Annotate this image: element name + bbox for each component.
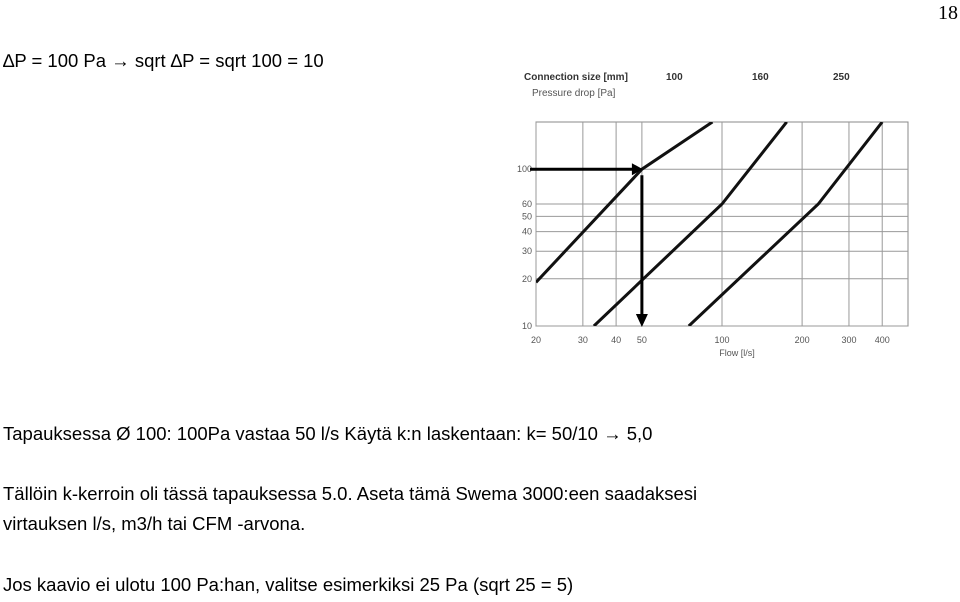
x-tick-label-300: 300 [841, 335, 857, 345]
x-tick-label-400: 400 [874, 335, 890, 345]
x-tick-label-200: 200 [794, 335, 810, 345]
x-tick-label-50: 50 [636, 335, 647, 345]
case-line: Tapauksessa Ø 100: 100Pa vastaa 50 l/s Käytä k:n laskentaan: k= 50/10 → 5,0 [3, 423, 653, 444]
y-tick-label-100: 100 [516, 164, 532, 175]
series-label-160: 160 [752, 72, 769, 83]
series-label-100: 100 [666, 72, 683, 83]
page-number: 18 [938, 2, 958, 24]
x-axis-label: Flow [l/s] [719, 348, 755, 358]
x-tick-label-20: 20 [530, 335, 542, 345]
pressure-flow-chart [496, 58, 928, 390]
chart-svg [496, 58, 928, 390]
pressure-line: ∆P = 100 Pa → sqrt ∆P = sqrt 100 = 10 [3, 50, 324, 71]
chart-subheader-label: Pressure drop [Pa] [532, 88, 616, 99]
y-tick-label-50: 50 [521, 211, 532, 222]
y-tick-label-40: 40 [521, 226, 532, 237]
x-tick-label-40: 40 [611, 335, 622, 345]
y-tick-label-20: 20 [521, 273, 532, 284]
k-factor-line: Tällöin k-kerroin oli tässä tapauksessa 5.0. Aseta tämä Swema 3000:een saadaksesi [3, 483, 698, 504]
flow-units-line: virtauksen l/s, m3/h tai CFM -arvona. [3, 513, 306, 534]
y-tick-label-10: 10 [521, 321, 532, 331]
x-tick-label-100: 100 [714, 335, 730, 345]
chart-header-label: Connection size [mm] [524, 72, 628, 83]
x-tick-label-30: 30 [577, 335, 588, 345]
fallback-line: Jos kaavio ei ulotu 100 Pa:han, valitse esimerkiksi 25 Pa (sqrt 25 = 5) [3, 574, 574, 595]
y-tick-label-30: 30 [521, 246, 532, 257]
series-label-250: 250 [833, 72, 850, 83]
y-tick-label-60: 60 [521, 198, 532, 209]
